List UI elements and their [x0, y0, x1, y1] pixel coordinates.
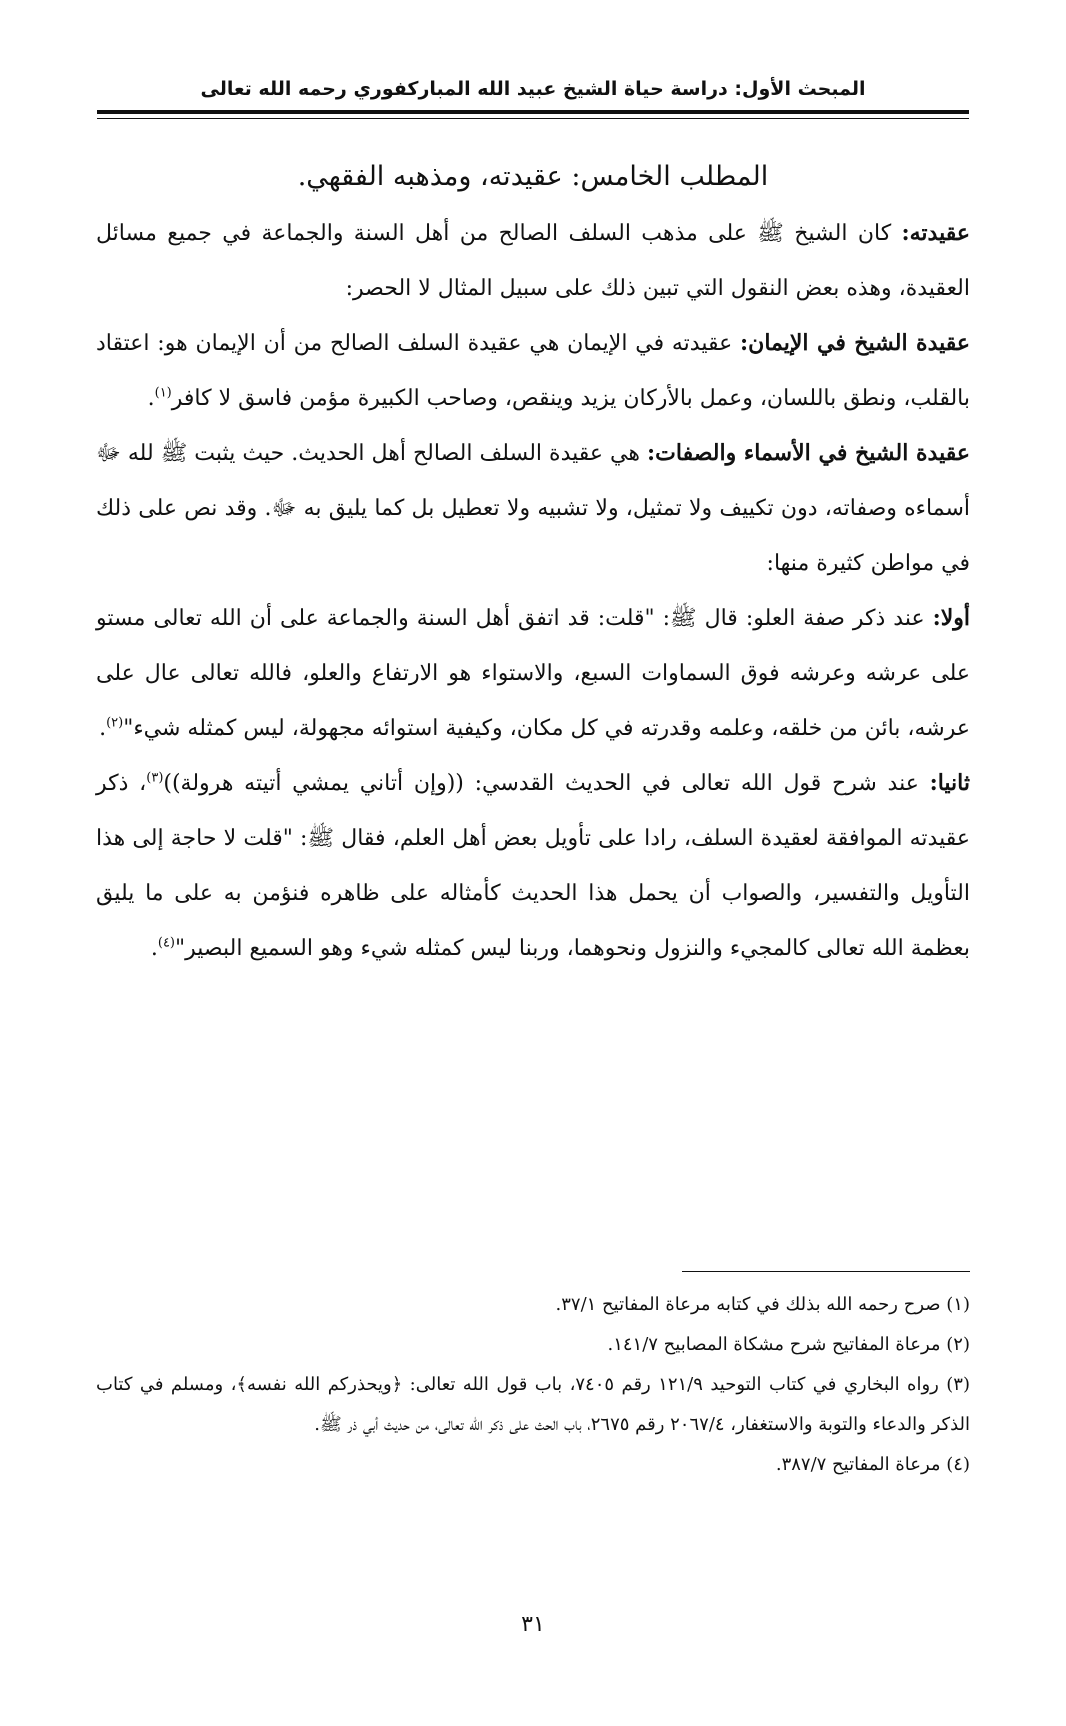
footnote-item: (٣) رواه البخاري في كتاب التوحيد ١٢١/٩ رقم ٧٤٠٥، باب قول الله تعالى: ﴿ويحذركم الله نفسه﴾، ومسلم في كتاب الذكر والدعاء والتوبة والاستغفار، ٢٠٦٧/٤ رقم ٢٦٧٥، باب الحث على ذكر الله تعالى، من حديث أبي ذر ﷺ. — [96, 1374, 970, 1435]
main-text — [96, 148, 970, 976]
paragraph-tail: ، ذكر عقيدته الموافقة لعقيدة السلف، رادا على تأويل بعض أهل العلم، فقال ﷺ: "قلت لا حاجة إلى هذا التأويل والتفسير، والصواب أن يحمل هذا الحديث كأمثاله على ظاهره فنؤمن به على ما يليق بعظمة الله تعالى كالمجيء والنزول ونحوهما، وربنا ليس كمثله شيء وهو السميع البصير" — [96, 771, 970, 961]
paragraph-tail: . — [150, 936, 158, 961]
paragraph-text: كان الشيخ ﷺ على مذهب السلف الصالح من أهل السنة والجماعة في جميع مسائل العقيدة، وهذه بعض النقول التي تبين ذلك على سبيل المثال لا الحصر: — [96, 221, 970, 301]
section-title: المطلب الخامس: عقيدته، ومذهبه الفقهي. — [297, 161, 769, 192]
paragraph-lead: عقيدة الشيخ في الأسماء والصفات: — [647, 440, 970, 466]
paragraph-lead: عقيدته: — [901, 220, 970, 246]
footnote-separator — [682, 1271, 970, 1272]
paragraph-lead: ثانيا: — [929, 770, 970, 796]
footnote-item: (٢) مرعاة المفاتيح شرح مشكاة المصابيح ١٤١/٧. — [607, 1334, 970, 1355]
footnotes — [96, 1285, 970, 1485]
paragraph-faith — [96, 316, 970, 426]
page-number: ٣١ — [521, 1612, 545, 1637]
header-rule-thin — [97, 118, 969, 119]
paragraph-lead: أولا: — [932, 605, 970, 631]
paragraph-second — [96, 756, 970, 976]
paragraph-tail: . — [147, 386, 155, 411]
paragraph-tail: . — [99, 716, 107, 741]
paragraph-text: عند شرح قول الله تعالى في الحديث القدسي: ((وإن أتاني يمشي أتيته هرولة)) — [163, 771, 930, 796]
paragraph-creed — [96, 206, 970, 316]
paragraph-text: هي عقيدة السلف الصالح أهل الحديث. حيث يثبت ﷺ لله ﷻ أسماءه وصفاته، دون تكييف ولا تمثيل، ولا تشبيه ولا تعطيل بل كما يليق به ﷻ. وقد نص على ذلك في مواطن كثيرة منها: — [96, 441, 970, 576]
footnote-ref[interactable]: (٤) — [157, 935, 175, 951]
paragraph-lead: عقيدة الشيخ في الإيمان: — [740, 330, 971, 356]
paragraph-text: عقيدته في الإيمان هي عقيدة السلف الصالح من أن الإيمان هو: اعتقاد بالقلب، ونطق باللسان، وعمل بالأركان يزيد وينقص، وصاحب الكبيرة مؤمن فاسق لا كافر — [96, 331, 970, 411]
paragraph-text: عند ذكر صفة العلو: قال ﷺ: "قلت: قد اتفق أهل السنة والجماعة على أن الله تعالى مستو على عرشه وعرشه فوق السماوات السبع، والاستواء هو الارتفاع والعلو، فالله تعالى عال على عرشه، بائن من خلقه، وعلمه وقدرته في كل مكان، وكيفية استوائه مجهولة، ليس كمثله شيء" — [96, 606, 970, 741]
header-rule-thick — [97, 110, 969, 114]
paragraph-first — [96, 591, 970, 756]
footnote-ref[interactable]: (١) — [154, 385, 172, 401]
footnote-item: (٤) مرعاة المفاتيح ٣٨٧/٧. — [775, 1454, 970, 1475]
footnote-ref[interactable]: (٢) — [106, 715, 124, 731]
paragraph-names-attributes — [96, 426, 970, 591]
footnote-item: (١) صرح رحمه الله بذلك في كتابه مرعاة المفاتيح ٣٧/١. — [555, 1294, 970, 1315]
running-header: المبحث الأول: دراسة حياة الشيخ عبيد الله المباركفوري رحمه الله تعالى — [200, 78, 866, 100]
footnote-ref[interactable]: (٣) — [146, 770, 164, 786]
